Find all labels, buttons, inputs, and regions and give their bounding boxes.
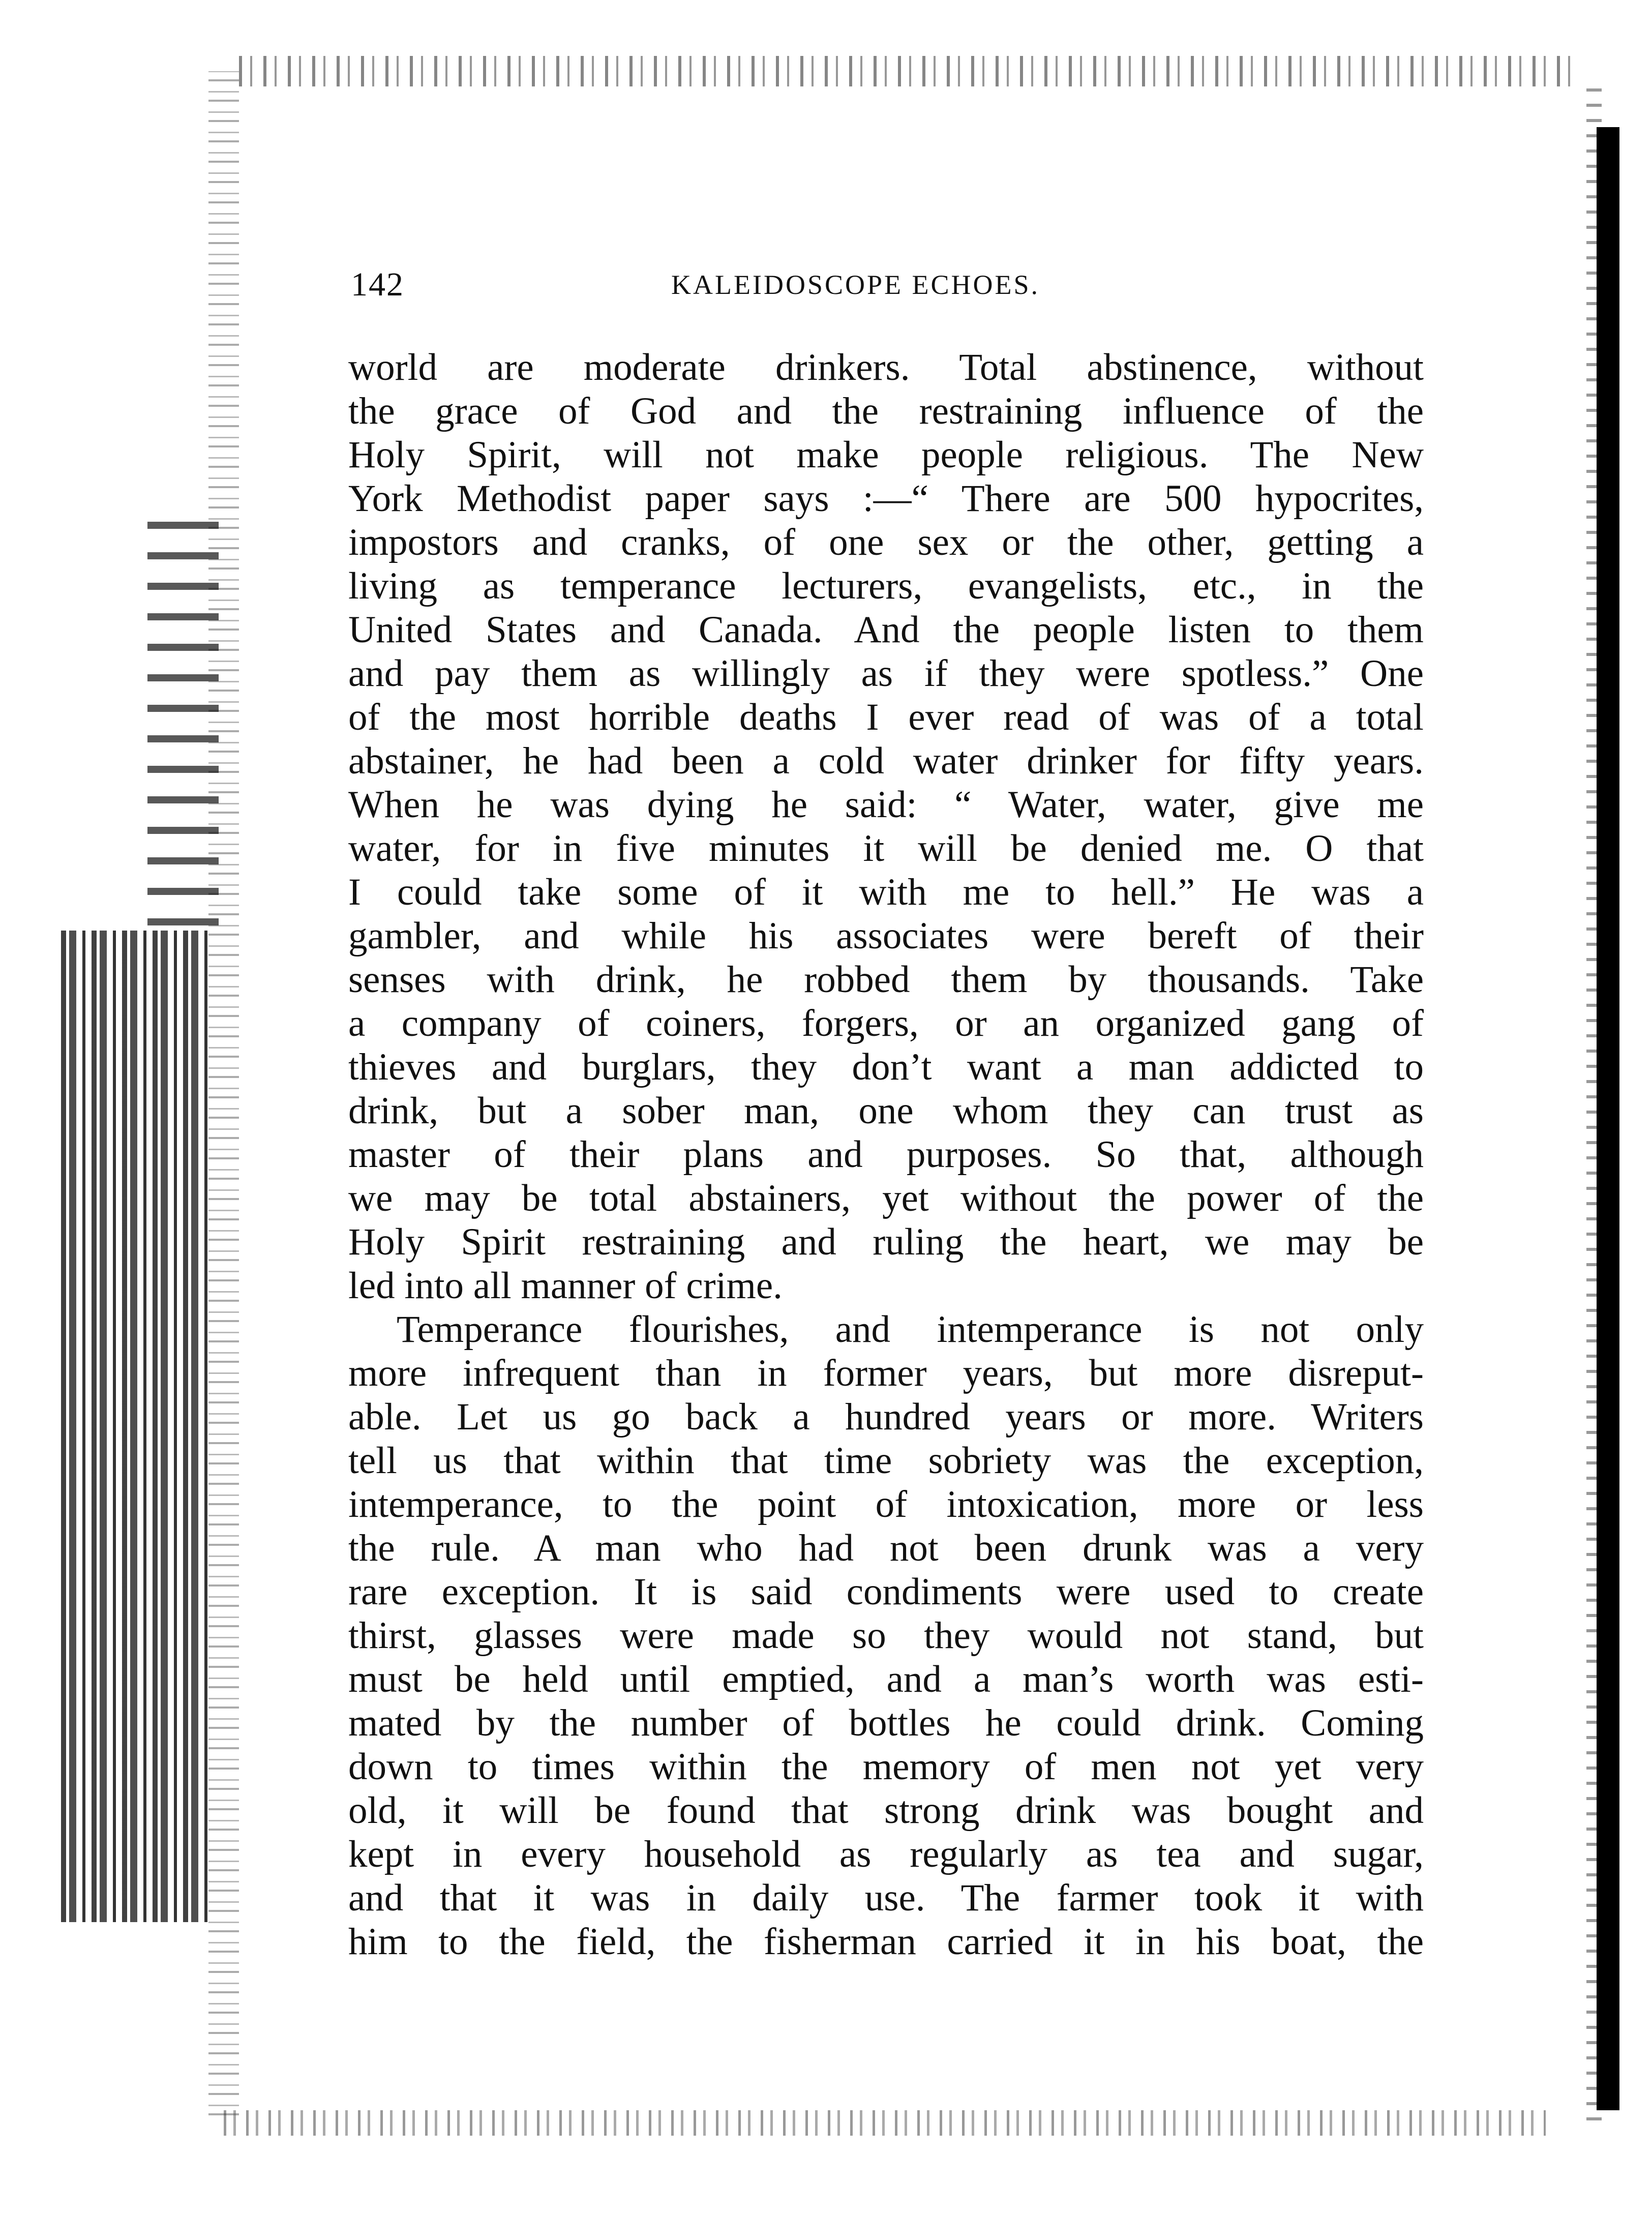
scan-border-top	[239, 56, 1581, 86]
text-line: water, for in five minutes it will be denied me. O that	[348, 827, 1424, 870]
text-line: Temperance flourishes, and intemperance is not only	[397, 1308, 1424, 1351]
text-line: abstainer, he had been a cold water drinker for fifty years.	[348, 740, 1424, 782]
text-line: a company of coiners, forgers, or an organized gang of	[348, 1002, 1424, 1044]
text-line: more infrequent than in former years, but more disreput-	[348, 1352, 1424, 1394]
text-line: world are moderate drinkers. Total abstinence, without	[348, 346, 1424, 388]
text-line: living as temperance lecturers, evangelists, etc., in the	[348, 565, 1424, 607]
text-line: of the most horrible deaths I ever read of was of a total	[348, 696, 1424, 738]
text-line: and pay them as willingly as if they were spotless.” One	[348, 652, 1424, 695]
page-edge-bar	[1597, 127, 1619, 2110]
text-line: When he was dying he said: “ Water, water, give me	[348, 784, 1424, 826]
text-line: gambler, and while his associates were bereft of their	[348, 915, 1424, 957]
text-line: thieves and burglars, they don’t want a man addicted to	[348, 1046, 1424, 1088]
text-line: kept in every household as regularly as tea and sugar,	[348, 1833, 1424, 1875]
text-line: senses with drink, he robbed them by thousands. Take	[348, 959, 1424, 1001]
text-line: him to the field, the fisherman carried it in his boat, the	[348, 1921, 1424, 1963]
text-line: must be held until emptied, and a man’s worth was esti-	[348, 1658, 1424, 1700]
text-line: I could take some of it with me to hell.” He was a	[348, 871, 1424, 913]
text-line: United States and Canada. And the people listen to them	[348, 609, 1424, 651]
text-line: old, it will be found that strong drink was bought and	[348, 1789, 1424, 1832]
text-line: tell us that within that time sobriety was the exception,	[348, 1440, 1424, 1482]
text-line: mated by the number of bottles he could drink. Coming	[348, 1702, 1424, 1744]
text-line: thirst, glasses were made so they would not stand, but	[348, 1614, 1424, 1657]
text-line: Holy Spirit restraining and ruling the heart, we may be	[348, 1221, 1424, 1263]
text-line: able. Let us go back a hundred years or more. Writers	[348, 1396, 1424, 1438]
text-line: down to times within the memory of men not yet very	[348, 1746, 1424, 1788]
binding-shadow	[61, 931, 214, 1922]
text-line: the rule. A man who had not been drunk was a very	[348, 1527, 1424, 1569]
text-line: Holy Spirit, will not make people religious. The New	[348, 434, 1424, 476]
body-text	[348, 346, 1424, 1964]
text-line: rare exception. It is said condiments were used to create	[348, 1571, 1424, 1613]
page-number: 142	[351, 266, 404, 303]
text-line: drink, but a sober man, one whom they can trust as	[348, 1090, 1424, 1132]
text-line: York Methodist paper says :—“ There are 500 hypocrites,	[348, 477, 1424, 520]
text-line: impostors and cranks, of one sex or the other, getting a	[348, 521, 1424, 563]
scan-border-bottom	[224, 2110, 1546, 2136]
text-line: and that it was in daily use. The farmer took it with	[348, 1877, 1424, 1919]
text-line: the grace of God and the restraining influence of the	[348, 390, 1424, 432]
running-title: KALEIDOSCOPE ECHOES.	[671, 270, 1040, 300]
running-head	[351, 259, 1429, 310]
text-line: intemperance, to the point of intoxication, more or less	[348, 1483, 1424, 1525]
text-line: we may be total abstainers, yet without the power of the	[348, 1177, 1424, 1219]
text-line: master of their plans and purposes. So that, although	[348, 1133, 1424, 1176]
binding-shadow-upper	[147, 508, 219, 925]
text-line: led into all manner of crime.	[348, 1265, 783, 1307]
